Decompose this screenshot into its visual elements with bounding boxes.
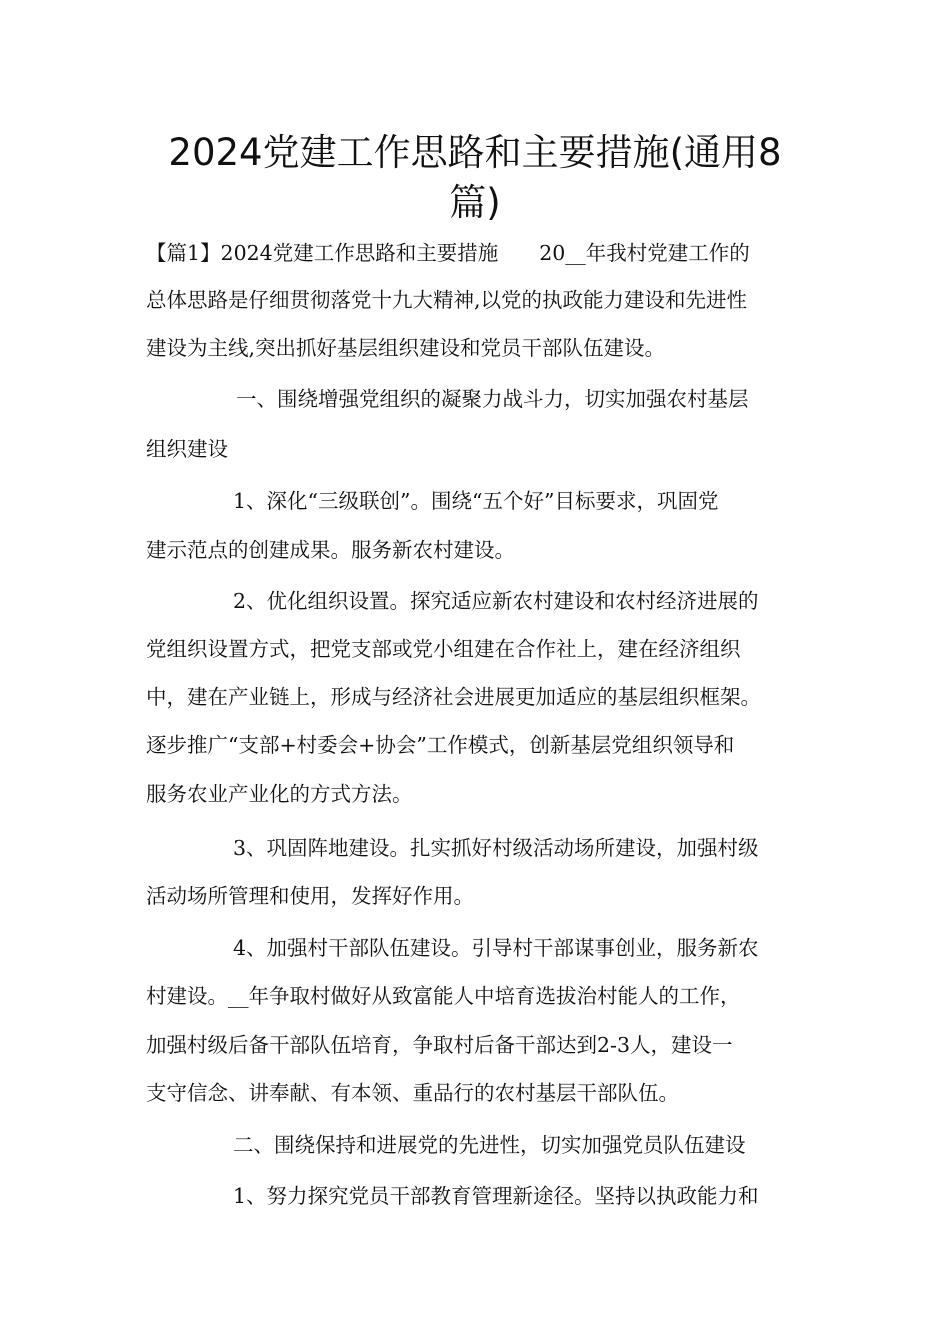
- body-line: 4、加强村干部队伍建设。引导村干部谋事创业，服务新农: [233, 936, 759, 960]
- body-line: 建示范点的创建成果。服务新农村建设。: [146, 538, 515, 562]
- body-line: 1、深化“三级联创”。围绕“五个好”目标要求，巩固党: [233, 489, 719, 513]
- body-line: 2、优化组织设置。探究适应新农村建设和农村经济进展的: [233, 589, 759, 613]
- body-line: 【篇1】2024党建工作思路和主要措施 20__年我村党建工作的: [146, 241, 750, 265]
- body-line: 逐步推广“支部+村委会+协会”工作模式，创新基层党组织领导和: [146, 733, 735, 757]
- document-title: [120, 128, 830, 228]
- body-line: 加强村级后备干部队伍培育，争取村后备干部达到2-3人，建设一: [146, 1033, 733, 1057]
- body-line: 活动场所管理和使用，发挥好作用。: [146, 884, 474, 908]
- section-heading: 一、围绕增强党组织的凝聚力战斗力，切实加强农村基层: [236, 387, 749, 411]
- body-line: 组织建设: [146, 437, 228, 461]
- body-line: 村建设。__年争取村做好从致富能人中培育选拔治村能人的工作，: [146, 984, 741, 1008]
- body-line: 1、努力探究党员干部教育管理新途径。坚持以执政能力和: [233, 1184, 759, 1208]
- section-heading: 二、围绕保持和进展党的先进性，切实加强党员队伍建设: [233, 1133, 746, 1157]
- body-line: 3、巩固阵地建设。扎实抓好村级活动场所建设，加强村级: [233, 836, 759, 860]
- title-line-2: 篇): [449, 181, 501, 224]
- body-line: 支守信念、讲奉献、有本领、重品行的农村基层干部队伍。: [146, 1081, 679, 1105]
- body-line: 总体思路是仔细贯彻落党十九大精神,以党的执政能力建设和先进性: [146, 288, 748, 312]
- body-line: 建设为主线,突出抓好基层组织建设和党员干部队伍建设。: [146, 336, 666, 360]
- body-line: 中，建在产业链上，形成与经济社会进展更加适应的基层组织框架。: [146, 685, 761, 709]
- body-line: 党组织设置方式，把党支部或党小组建在合作社上，建在经济组织: [146, 637, 741, 661]
- title-line-1: 2024党建工作思路和主要措施(通用8: [168, 131, 782, 174]
- body-line: 服务农业产业化的方式方法。: [146, 782, 413, 806]
